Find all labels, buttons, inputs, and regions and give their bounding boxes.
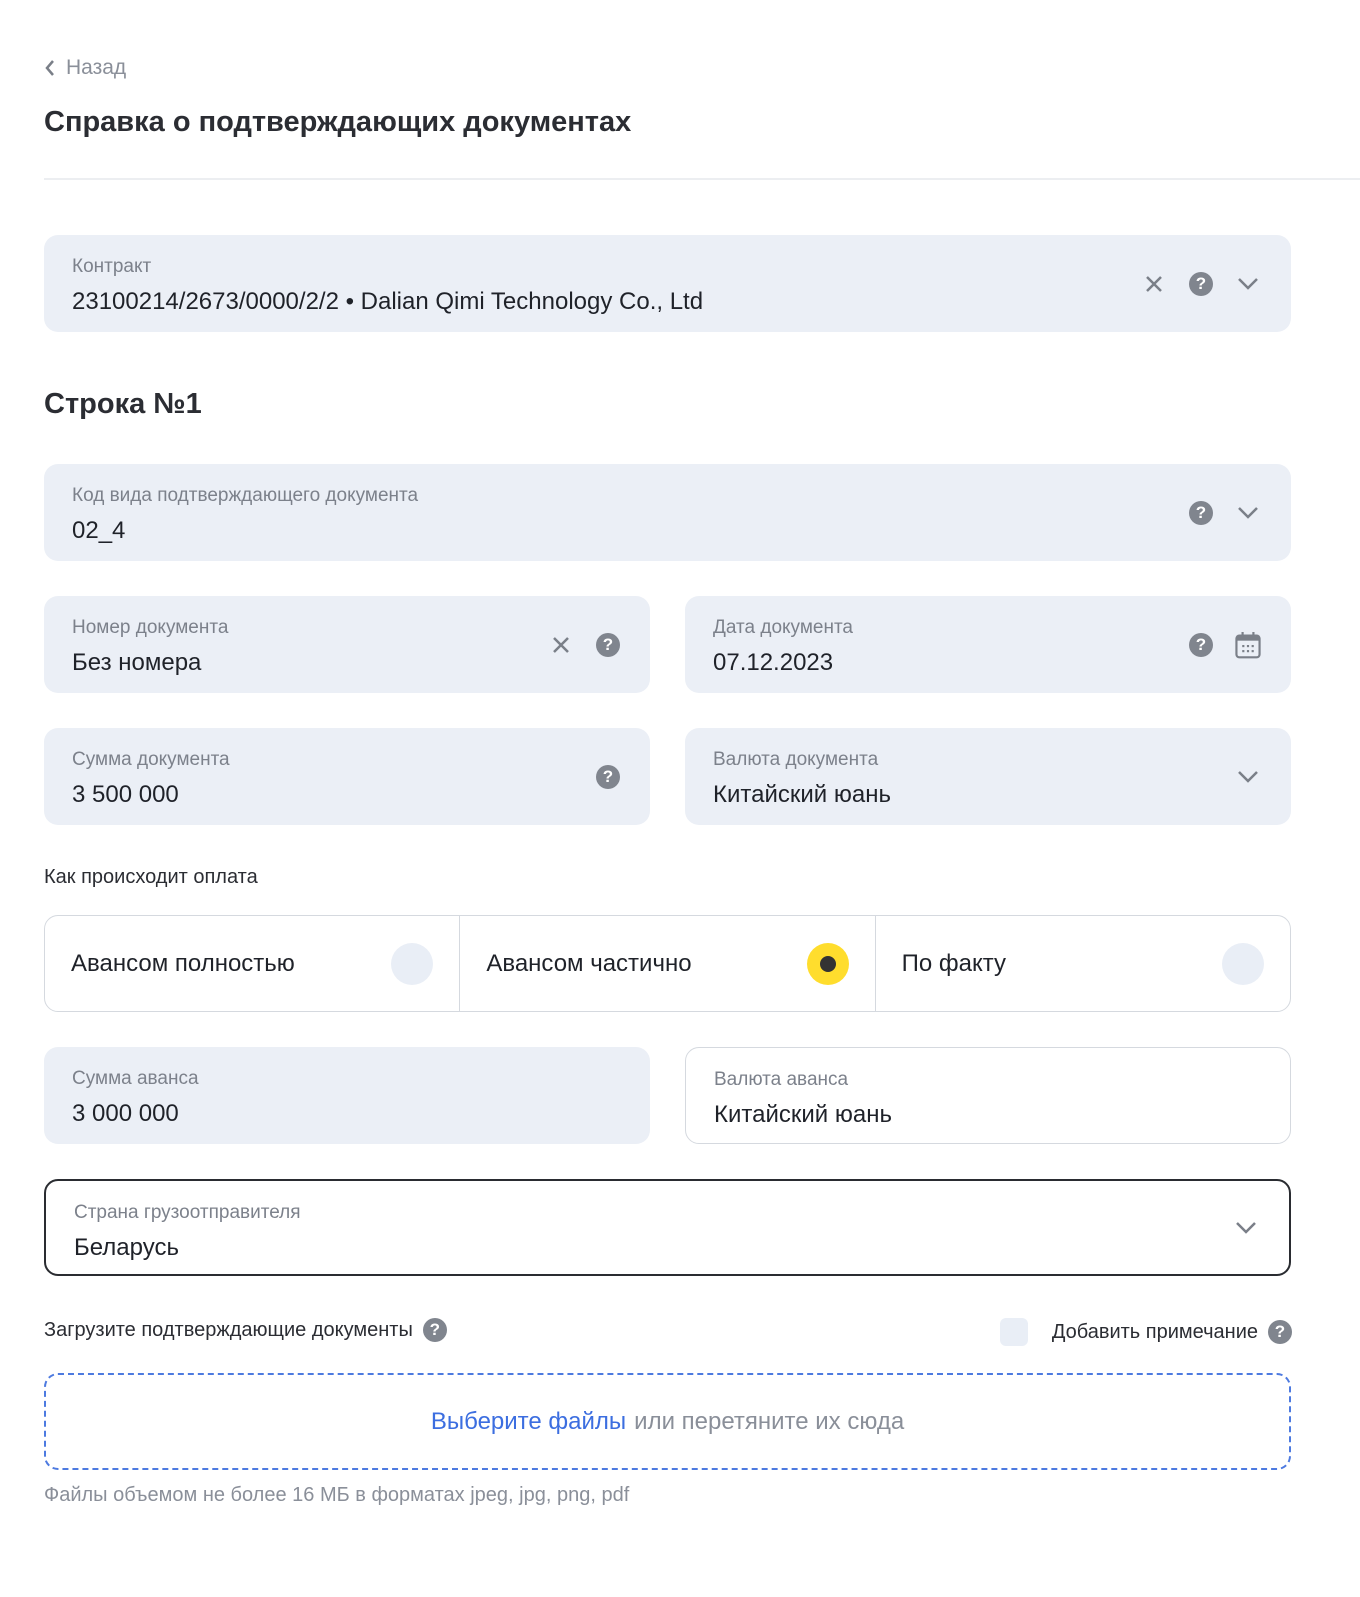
chevron-down-icon[interactable] xyxy=(1233,1215,1259,1241)
doc-code-select[interactable] xyxy=(44,464,1291,561)
doc-code-label: Код вида подтверждающего документа xyxy=(72,485,419,506)
help-icon[interactable]: ? xyxy=(596,765,620,789)
clear-icon[interactable] xyxy=(548,632,574,658)
country-label: Страна грузоотправителя xyxy=(74,1202,301,1223)
payment-option-on-fact[interactable] xyxy=(876,916,1290,1011)
doc-currency-select[interactable] xyxy=(685,728,1291,825)
help-icon[interactable]: ? xyxy=(1189,272,1213,296)
drop-text: или перетяните их сюда xyxy=(634,1407,905,1435)
advance-sum-label: Сумма аванса xyxy=(72,1068,199,1089)
radio-unchecked[interactable] xyxy=(1222,943,1264,985)
advance-currency-field xyxy=(685,1047,1291,1144)
option-label: По факту xyxy=(901,949,1007,977)
help-icon[interactable]: ? xyxy=(1268,1320,1292,1344)
radio-checked[interactable] xyxy=(807,943,849,985)
doc-number-label: Номер документа xyxy=(72,617,229,638)
file-dropzone[interactable] xyxy=(44,1373,1291,1470)
payment-radio-group xyxy=(44,915,1291,1012)
option-label: Авансом частично xyxy=(486,949,692,977)
radio-unchecked[interactable] xyxy=(391,943,433,985)
doc-sum-label: Сумма документа xyxy=(72,749,230,770)
doc-date-input[interactable] xyxy=(685,596,1291,693)
upload-label-row xyxy=(44,1318,447,1342)
add-note-checkbox[interactable] xyxy=(1000,1318,1292,1346)
choose-files-link[interactable]: Выберите файлы xyxy=(430,1407,627,1435)
doc-code-value: 02_4 xyxy=(72,517,126,544)
contract-value: 23100214/2673/0000/2/2 • Dalian Qimi Technology Co., Ltd xyxy=(72,288,704,315)
help-icon[interactable]: ? xyxy=(423,1318,447,1342)
advance-sum-value: 3 000 000 xyxy=(72,1100,179,1127)
doc-number-input[interactable] xyxy=(44,596,650,693)
checkbox[interactable] xyxy=(1000,1318,1028,1346)
doc-date-value: 07.12.2023 xyxy=(713,649,834,676)
back-link[interactable] xyxy=(44,56,126,80)
chevron-down-icon[interactable] xyxy=(1235,271,1261,297)
calendar-icon[interactable] xyxy=(1235,632,1261,658)
back-label: Назад xyxy=(66,56,127,79)
page-title: Справка о подтверждающих документах xyxy=(44,106,632,138)
option-label: Авансом полностью xyxy=(71,949,295,977)
country-select[interactable] xyxy=(44,1179,1291,1276)
country-value: Беларусь xyxy=(74,1234,179,1261)
doc-currency-value: Китайский юань xyxy=(713,781,891,808)
clear-icon[interactable] xyxy=(1141,271,1167,297)
doc-sum-value: 3 500 000 xyxy=(72,781,179,808)
advance-currency-value: Китайский юань xyxy=(714,1101,892,1128)
payment-option-partial-advance[interactable] xyxy=(460,916,875,1011)
help-icon[interactable]: ? xyxy=(1189,633,1213,657)
contract-select[interactable] xyxy=(44,235,1291,332)
help-icon[interactable]: ? xyxy=(596,633,620,657)
chevron-down-icon[interactable] xyxy=(1235,764,1261,790)
advance-currency-label: Валюта аванса xyxy=(714,1069,849,1090)
upload-label: Загрузите подтверждающие документы xyxy=(44,1318,413,1341)
payment-option-full-advance[interactable] xyxy=(45,916,460,1011)
section-title: Строка №1 xyxy=(44,388,202,420)
doc-sum-input[interactable] xyxy=(44,728,650,825)
divider xyxy=(44,178,1360,180)
chevron-down-icon[interactable] xyxy=(1235,500,1261,526)
help-icon[interactable]: ? xyxy=(1189,501,1213,525)
doc-date-label: Дата документа xyxy=(713,617,853,638)
doc-number-value: Без номера xyxy=(72,649,202,676)
chevron-left-icon xyxy=(44,59,56,77)
advance-sum-input[interactable] xyxy=(44,1047,650,1144)
contract-label: Контракт xyxy=(72,256,152,277)
upload-hint: Файлы объемом не более 16 МБ в форматах jpeg, jpg, png, pdf xyxy=(44,1484,630,1506)
doc-currency-label: Валюта документа xyxy=(713,749,879,770)
add-note-label: Добавить примечание xyxy=(1051,1320,1258,1343)
payment-label: Как происходит оплата xyxy=(44,866,258,888)
